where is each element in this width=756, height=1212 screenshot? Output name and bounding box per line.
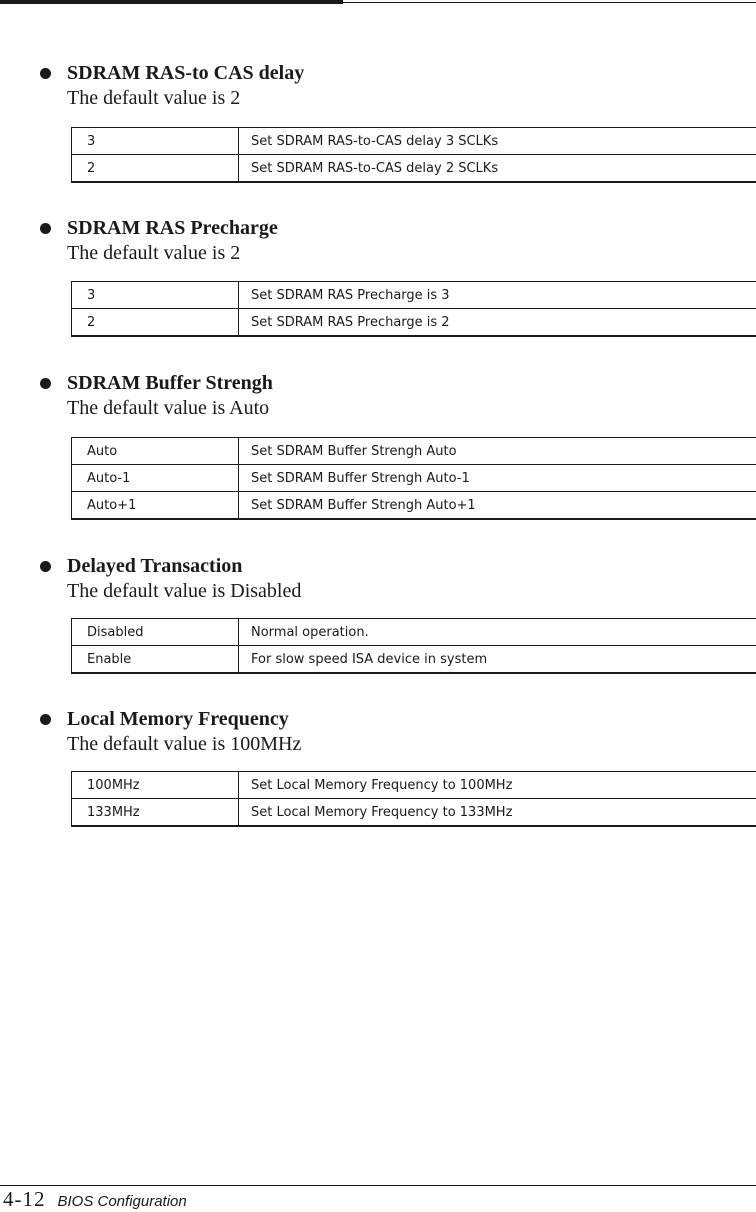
table-row (72, 619, 756, 646)
default-value-text: The default value is 100MHz (67, 732, 756, 756)
table-row (72, 772, 756, 799)
option-description: Set SDRAM Buffer Strengh Auto+1 (239, 492, 756, 520)
table-row (72, 799, 756, 827)
option-value: Auto (72, 438, 239, 465)
section-heading: Local Memory Frequency (67, 706, 289, 732)
header-rule-thin (343, 2, 756, 3)
bullet-icon (40, 223, 51, 234)
option-description: Set SDRAM Buffer Strengh Auto (239, 438, 756, 465)
option-value: 3 (72, 128, 239, 155)
option-description: Set Local Memory Frequency to 100MHz (239, 772, 756, 799)
option-value: Enable (72, 646, 239, 674)
section-heading: SDRAM Buffer Strengh (67, 370, 273, 396)
table-row (72, 282, 756, 309)
option-value: Auto+1 (72, 492, 239, 520)
option-description: Set SDRAM RAS Precharge is 3 (239, 282, 756, 309)
section-heading: SDRAM RAS-to CAS delay (67, 60, 304, 86)
bullet-icon (40, 561, 51, 572)
page-footer (3, 1187, 187, 1212)
table-row (72, 128, 756, 155)
option-value: 3 (72, 282, 239, 309)
options-table (71, 281, 756, 337)
table-row (72, 309, 756, 337)
option-value: Auto-1 (72, 465, 239, 492)
options-table (71, 127, 756, 183)
table-row (72, 465, 756, 492)
table-row (72, 438, 756, 465)
page-number: 4-12 (3, 1187, 46, 1212)
option-value: 100MHz (72, 772, 239, 799)
header-rule-thick (0, 0, 343, 4)
footer-rule (0, 1185, 756, 1186)
section-delayed-transaction (40, 553, 756, 603)
section-heading: SDRAM RAS Precharge (67, 215, 278, 241)
option-description: Set Local Memory Frequency to 133MHz (239, 799, 756, 827)
option-value: 133MHz (72, 799, 239, 827)
option-description: Set SDRAM RAS Precharge is 2 (239, 309, 756, 337)
option-description: Set SDRAM RAS-to-CAS delay 2 SCLKs (239, 155, 756, 183)
bullet-icon (40, 714, 51, 725)
default-value-text: The default value is Auto (67, 396, 756, 420)
options-table (71, 618, 756, 674)
option-value: 2 (72, 155, 239, 183)
bullet-icon (40, 68, 51, 79)
section-sdram-buffer-strengh (40, 370, 756, 420)
section-heading: Delayed Transaction (67, 553, 242, 579)
table-row (72, 492, 756, 520)
option-description: Set SDRAM RAS-to-CAS delay 3 SCLKs (239, 128, 756, 155)
default-value-text: The default value is 2 (67, 86, 756, 110)
default-value-text: The default value is 2 (67, 241, 756, 265)
section-sdram-ras-to-cas-delay (40, 60, 756, 110)
options-table (71, 771, 756, 827)
section-sdram-ras-precharge (40, 215, 756, 265)
option-value: 2 (72, 309, 239, 337)
bullet-icon (40, 378, 51, 389)
chapter-title: BIOS Configuration (58, 1193, 187, 1210)
section-local-memory-frequency (40, 706, 756, 756)
option-description: Set SDRAM Buffer Strengh Auto-1 (239, 465, 756, 492)
option-value: Disabled (72, 619, 239, 646)
option-description: Normal operation. (239, 619, 756, 646)
options-table (71, 437, 756, 520)
default-value-text: The default value is Disabled (67, 579, 756, 603)
table-row (72, 155, 756, 183)
table-row (72, 646, 756, 674)
option-description: For slow speed ISA device in system (239, 646, 756, 674)
